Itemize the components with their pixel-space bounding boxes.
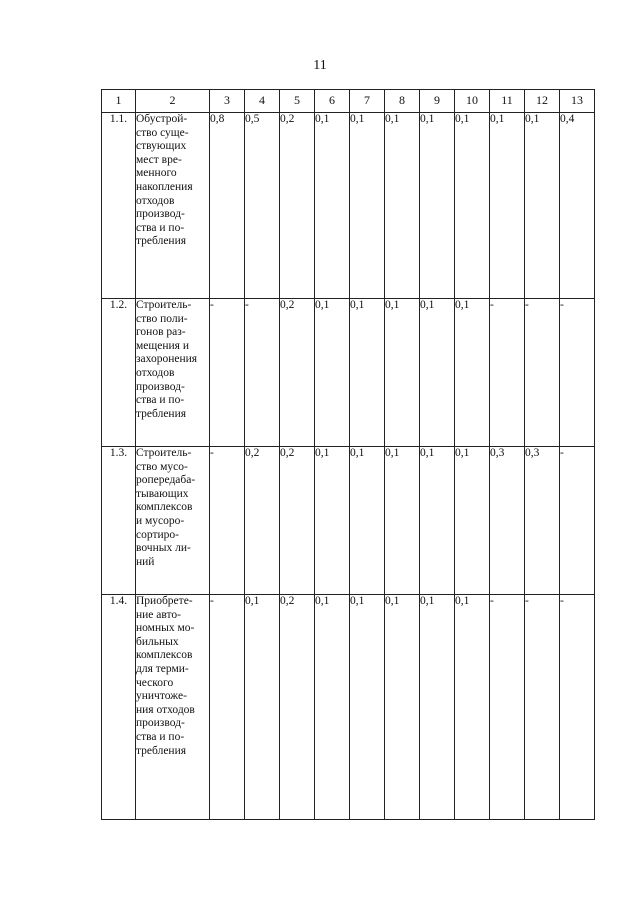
row-name-line: вочных ли- [136,542,191,555]
table-row [102,595,595,820]
column-header: 2 [136,90,210,113]
row-name-line: требления [136,744,187,757]
row-number-cell: 1.2. [102,299,136,447]
row-name-line: сортиро- [136,528,179,541]
value-cell: 0,8 [210,113,245,299]
value-cell: 0,2 [245,447,280,595]
column-header: 8 [385,90,420,113]
row-name-line: Строитель- [136,447,192,459]
value-cell: 0,5 [245,113,280,299]
row-name-line: накопления [136,180,193,193]
value-cell: 0,4 [560,113,595,299]
value-cell: 0,1 [350,595,385,820]
value-cell: 0,1 [385,595,420,820]
row-name-cell [136,447,210,595]
row-name-line: отходов [136,194,175,207]
value-cell: 0,1 [420,113,455,299]
value-cell: 0,1 [350,299,385,447]
column-header: 9 [420,90,455,113]
value-cell: 0,1 [455,447,490,595]
value-cell: 0,3 [525,447,560,595]
column-header: 12 [525,90,560,113]
column-header: 1 [102,90,136,113]
value-cell: 0,1 [245,595,280,820]
data-table [101,89,595,820]
value-cell: 0,2 [280,113,315,299]
row-name-line: тывающих [136,487,189,500]
table-row [102,299,595,447]
value-cell: 0,1 [350,447,385,595]
row-name-line: ства и по- [136,394,185,407]
page-number: 11 [313,58,327,73]
value-cell: 0,1 [315,447,350,595]
column-header: 13 [560,90,595,113]
value-cell: 0,1 [420,447,455,595]
column-header: 7 [350,90,385,113]
value-cell: 0,1 [315,299,350,447]
value-cell: - [525,595,560,820]
value-cell: 0,1 [385,299,420,447]
value-cell: - [560,595,595,820]
value-cell: - [490,299,525,447]
header-row [102,90,595,113]
row-name-line: производ- [136,717,185,730]
row-name-line: мест вре- [136,153,182,166]
row-name-line: комплексов [136,649,193,662]
row-name-line: ние авто- [136,608,181,621]
column-header: 3 [210,90,245,113]
row-name-line: ства и по- [136,730,185,743]
row-name-line: ний [136,555,155,568]
row-name-line: Приобрете- [136,595,193,607]
row-name-line: захоронения [136,353,198,366]
row-number-cell: 1.4. [102,595,136,820]
value-cell: - [560,299,595,447]
value-cell: 0,1 [420,299,455,447]
value-cell: - [245,299,280,447]
value-cell: 0,3 [490,447,525,595]
value-cell: - [210,447,245,595]
row-number-cell: 1.1. [102,113,136,299]
row-name-line: номных мо- [136,622,195,635]
value-cell: 0,2 [280,447,315,595]
row-name-line: ство поли- [136,312,188,325]
table-row [102,447,595,595]
row-name-cell [136,299,210,447]
table-row [102,113,595,299]
value-cell: - [525,299,560,447]
value-cell: 0,1 [385,113,420,299]
row-name-line: бильных [136,635,179,648]
column-header: 11 [490,90,525,113]
row-name-line: ствующих [136,140,187,153]
table-body [102,113,595,820]
row-name-line: производ- [136,380,185,393]
row-name-line: ство суще- [136,126,189,139]
row-name-line: комплексов [136,501,193,514]
column-header: 5 [280,90,315,113]
row-name-line: производ- [136,208,185,221]
value-cell: 0,1 [385,447,420,595]
row-name-line: Строитель- [136,299,192,311]
row-name-line: ния отходов [136,703,195,716]
value-cell: 0,1 [315,113,350,299]
row-name-cell [136,595,210,820]
value-cell: 0,1 [455,299,490,447]
value-cell: 0,1 [525,113,560,299]
row-name-line: отходов [136,366,175,379]
value-cell: 0,2 [280,595,315,820]
row-name-line: для терми- [136,662,189,675]
row-name-line: мещения и [136,339,189,352]
row-name-line: ропередаба- [136,474,196,487]
value-cell: 0,1 [490,113,525,299]
value-cell: - [210,299,245,447]
row-name-line: уничтоже- [136,690,187,703]
row-name-line: и мусоро- [136,514,185,527]
column-header: 6 [315,90,350,113]
value-cell: 0,1 [315,595,350,820]
row-name-line: ческого [136,676,174,689]
row-name-line: ства и по- [136,221,185,234]
row-name-line: требления [136,235,187,248]
row-name-line: менного [136,167,177,180]
row-name-cell [136,113,210,299]
value-cell: 0,1 [350,113,385,299]
row-name-line: ство мусо- [136,460,188,473]
row-number-cell: 1.3. [102,447,136,595]
value-cell: - [560,447,595,595]
value-cell: - [490,595,525,820]
value-cell: - [210,595,245,820]
value-cell: 0,1 [455,595,490,820]
value-cell: 0,1 [455,113,490,299]
value-cell: 0,2 [280,299,315,447]
row-name-line: Обустрой- [136,113,188,125]
column-header: 10 [455,90,490,113]
row-name-line: требления [136,407,187,420]
column-header: 4 [245,90,280,113]
value-cell: 0,1 [420,595,455,820]
row-name-line: гонов раз- [136,326,186,339]
